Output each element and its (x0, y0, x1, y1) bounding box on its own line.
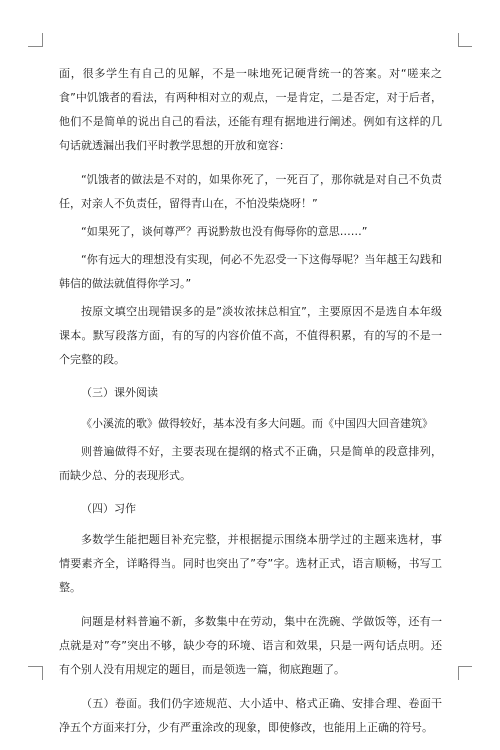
paragraph-section-5: （五）卷面。我们仍字迹规范、大小适中、格式正确、安排合理、卷面干净五个方面来打分，少有严重涂改的现象，即使修改，也能用上正确的符号。 (59, 697, 442, 734)
paragraph-quote-2: “如果死了，谈何尊严？再说黔敖也没有侮辱你的意思……” (81, 225, 368, 238)
paragraph-fill-blank: 按原文填空出现错误多的是”淡妆浓抹总相宜”，主要原因不是选自本年级课本。默写段落方面，有的写的内容价值不高，不值得积累，有的写的不是一个完整的段。 (59, 305, 442, 366)
document-body (59, 62, 442, 750)
crop-mark-top-left-h (28, 46, 42, 47)
crop-mark-bottom-left-h (28, 666, 42, 667)
paragraph-quote-3: “你有远大的理想没有实现，何必不先忍受一下这侮辱呢？当年越王勾践和韩信的做法就值得你学习。” (59, 253, 442, 290)
paragraph-section-4-2: 问题是材料普遍不新，多数集中在劳动，集中在洗碗、学做饭等，还有一点就是对”夸”突出不够，缺少夸的环境、语言和效果，只是一两句话点明。还有个别人没有用规定的题目，而是领选一篇，彻底跑题了。 (59, 615, 442, 676)
paragraph-section-3-1: 《小溪流的歌》做得较好，基本没有多大问题。而《中国四大回音建筑》 (81, 417, 433, 430)
crop-mark-top-right-v (458, 33, 459, 47)
crop-mark-bottom-left-v (42, 666, 43, 680)
crop-mark-top-left-v (42, 33, 43, 47)
heading-section-3: （三）课外阅读 (81, 386, 158, 399)
crop-mark-bottom-right-h (458, 666, 472, 667)
crop-mark-bottom-right-v (458, 666, 459, 680)
heading-section-4: （四）习作 (81, 502, 136, 515)
paragraph-quote-1: “饥饿者的做法是不对的，如果你死了，一死百了，那你就是对自己不负责任，对亲人不负责任，留得青山在，不怕没柴烧呀！” (59, 173, 442, 210)
paragraph-section-3-2: 则普遍做得不好，主要表现在提纲的格式不正确，只是简单的段意排列，而缺少总、分的表现形式。 (59, 445, 442, 482)
paragraph-intro: 面，很多学生有自己的见解，不是一味地死记硬背统一的答案。对“嗟来之食”中饥饿者的看法，有两种相对立的观点，一是肯定，二是否定，对于后者，他们不是简单的说出自己的看法，还能有理有据地进行阐述。例如有这样的几句话就透漏出我们平时教学思想的开放和宽容： (59, 67, 442, 152)
crop-mark-top-right-h (458, 46, 472, 47)
paragraph-section-4-1: 多数学生能把题目补充完整，并根据提示围绕本册学过的主题来选材，事情要素齐全，详略得当。同时也突出了”夸”字。选材正式，语言顺畅，书写工整。 (59, 533, 442, 594)
